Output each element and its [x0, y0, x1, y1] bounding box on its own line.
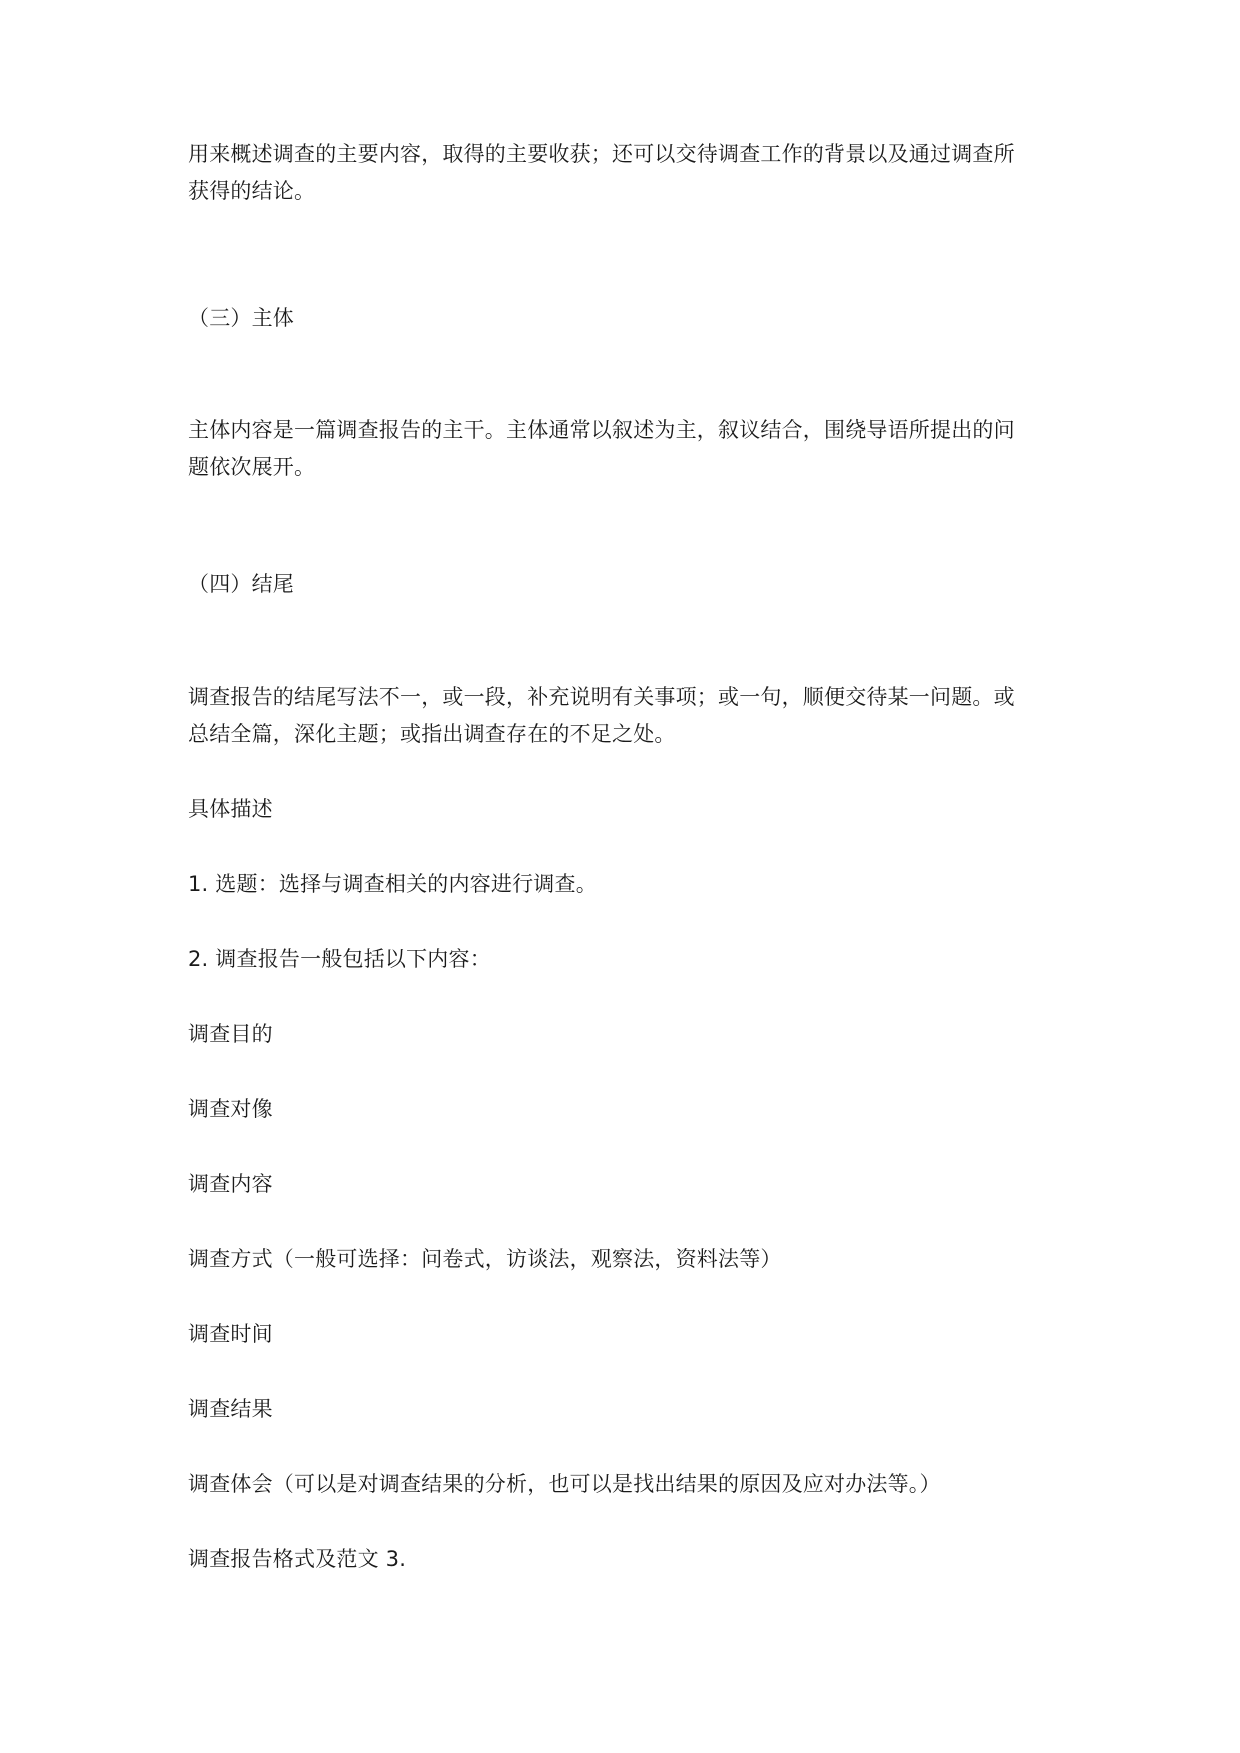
section-heading-4: （四）结尾 [188, 572, 294, 596]
body-content-paragraph [188, 412, 1068, 486]
paragraph-line: 调查报告的结尾写法不一，或一段，补充说明有关事项；或一句，顺便交待某一问题。或 [188, 685, 1015, 709]
paragraph-line: 总结全篇，深化主题；或指出调查存在的不足之处。 [188, 722, 676, 746]
paragraph-line: 主体内容是一篇调查报告的主干。主体通常以叙述为主，叙议结合，围绕导语所提出的问 [188, 418, 1015, 442]
detail-heading: 具体描述 [188, 797, 273, 821]
paragraph-line: 获得的结论。 [188, 179, 316, 203]
survey-result: 调查结果 [188, 1397, 273, 1421]
section-heading-3: （三）主体 [188, 306, 294, 330]
ending-content-paragraph [188, 679, 1068, 753]
list-item-1: 1. 选题：选择与调查相关的内容进行调查。 [188, 872, 597, 896]
paragraph-line: 题依次展开。 [188, 455, 316, 479]
paragraph-line: 用来概述调查的主要内容，取得的主要收获；还可以交待调查工作的背景以及通过调查所 [188, 142, 1015, 166]
survey-target: 调查对像 [188, 1097, 273, 1121]
survey-time: 调查时间 [188, 1322, 273, 1346]
survey-method: 调查方式（一般可选择：问卷式，访谈法，观察法，资料法等） [188, 1247, 782, 1271]
survey-purpose: 调查目的 [188, 1022, 273, 1046]
survey-experience: 调查体会（可以是对调查结果的分析，也可以是找出结果的原因及应对办法等。） [188, 1472, 941, 1496]
survey-content: 调查内容 [188, 1172, 273, 1196]
format-sample-line: 调查报告格式及范文 3. [188, 1547, 407, 1571]
list-item-2: 2. 调查报告一般包括以下内容： [188, 947, 491, 971]
intro-summary-paragraph [188, 136, 1068, 210]
